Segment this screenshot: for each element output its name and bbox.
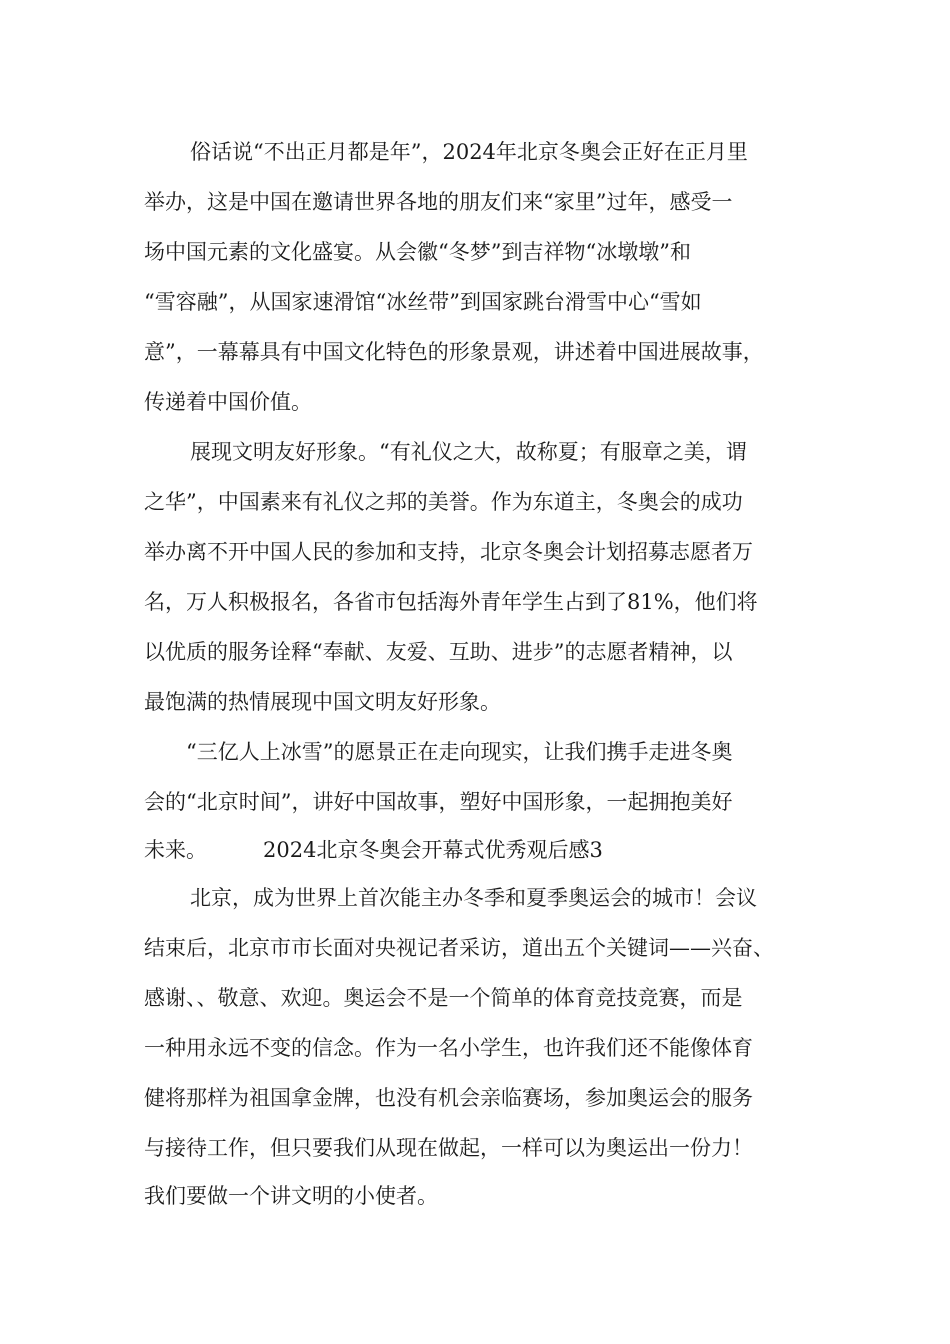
paragraph-1-line-1: 俗话说“不出正月都是年”，2024年北京冬奥会正好在正月里 [190,140,748,164]
paragraph-1-line-4: “雪容融”，从国家速滑馆“冰丝带”到国家跳台滑雪中心“雪如 [144,290,702,314]
paragraph-3-last-line: 未来。 [144,838,207,862]
section-heading: 2024北京冬奥会开幕式优秀观后感3 [263,838,603,862]
paragraph-3-line-2: 会的“北京时间”，讲好中国故事，塑好中国形象，一起拥抱美好 [144,790,733,814]
paragraph-1-line-6: 传递着中国价值。 [144,390,312,414]
paragraph-4-line-7: 我们要做一个讲文明的小使者。 [144,1184,438,1208]
paragraph-3-line-1: “三亿人上冰雪”的愿景正在走向现实，让我们携手走进冬奥 [186,740,733,764]
paragraph-2-line-4: 名，万人积极报名，各省市包括海外青年学生占到了81%，他们将 [144,590,758,614]
paragraph-4-line-4: 一种用永远不变的信念。作为一名小学生，也许我们还不能像体育 [144,1036,753,1060]
paragraph-2-line-1: 展现文明友好形象。“有礼仪之大，故称夏；有服章之美，谓 [190,440,747,464]
paragraph-4-line-2: 结束后，北京市市长面对央视记者采访，道出五个关键词——兴奋、 [144,936,774,960]
paragraph-2-line-5: 以优质的服务诠释“奉献、友爱、互助、进步”的志愿者精神，以 [144,640,733,664]
paragraph-2-line-6: 最饱满的热情展现中国文明友好形象。 [144,690,501,714]
paragraph-1-line-2: 举办，这是中国在邀请世界各地的朋友们来“家里”过年，感受一 [144,190,733,214]
paragraph-2-line-3: 举办离不开中国人民的参加和支持，北京冬奥会计划招募志愿者万 [144,540,753,564]
paragraph-4-line-6: 与接待工作，但只要我们从现在做起，一样可以为奥运出一份力！ [144,1136,753,1160]
paragraph-1-line-3: 场中国元素的文化盛宴。从会徽“冬梦”到吉祥物“冰墩墩”和 [144,240,691,264]
paragraph-3-line-3 [144,835,603,865]
paragraph-2-line-2: 之华”，中国素来有礼仪之邦的美誉。作为东道主，冬奥会的成功 [144,490,743,514]
paragraph-4-line-5: 健将那样为祖国拿金牌，也没有机会亲临赛场，参加奥运会的服务 [144,1086,753,1110]
paragraph-1-line-5: 意”，一幕幕具有中国文化特色的形象景观，讲述着中国进展故事， [144,340,764,364]
paragraph-4-line-3: 感谢、、敬意、欢迎。奥运会不是一个简单的体育竞技竞赛，而是 [144,986,743,1010]
paragraph-4-line-1: 北京，成为世界上首次能主办冬季和夏季奥运会的城市！会议 [190,886,757,910]
